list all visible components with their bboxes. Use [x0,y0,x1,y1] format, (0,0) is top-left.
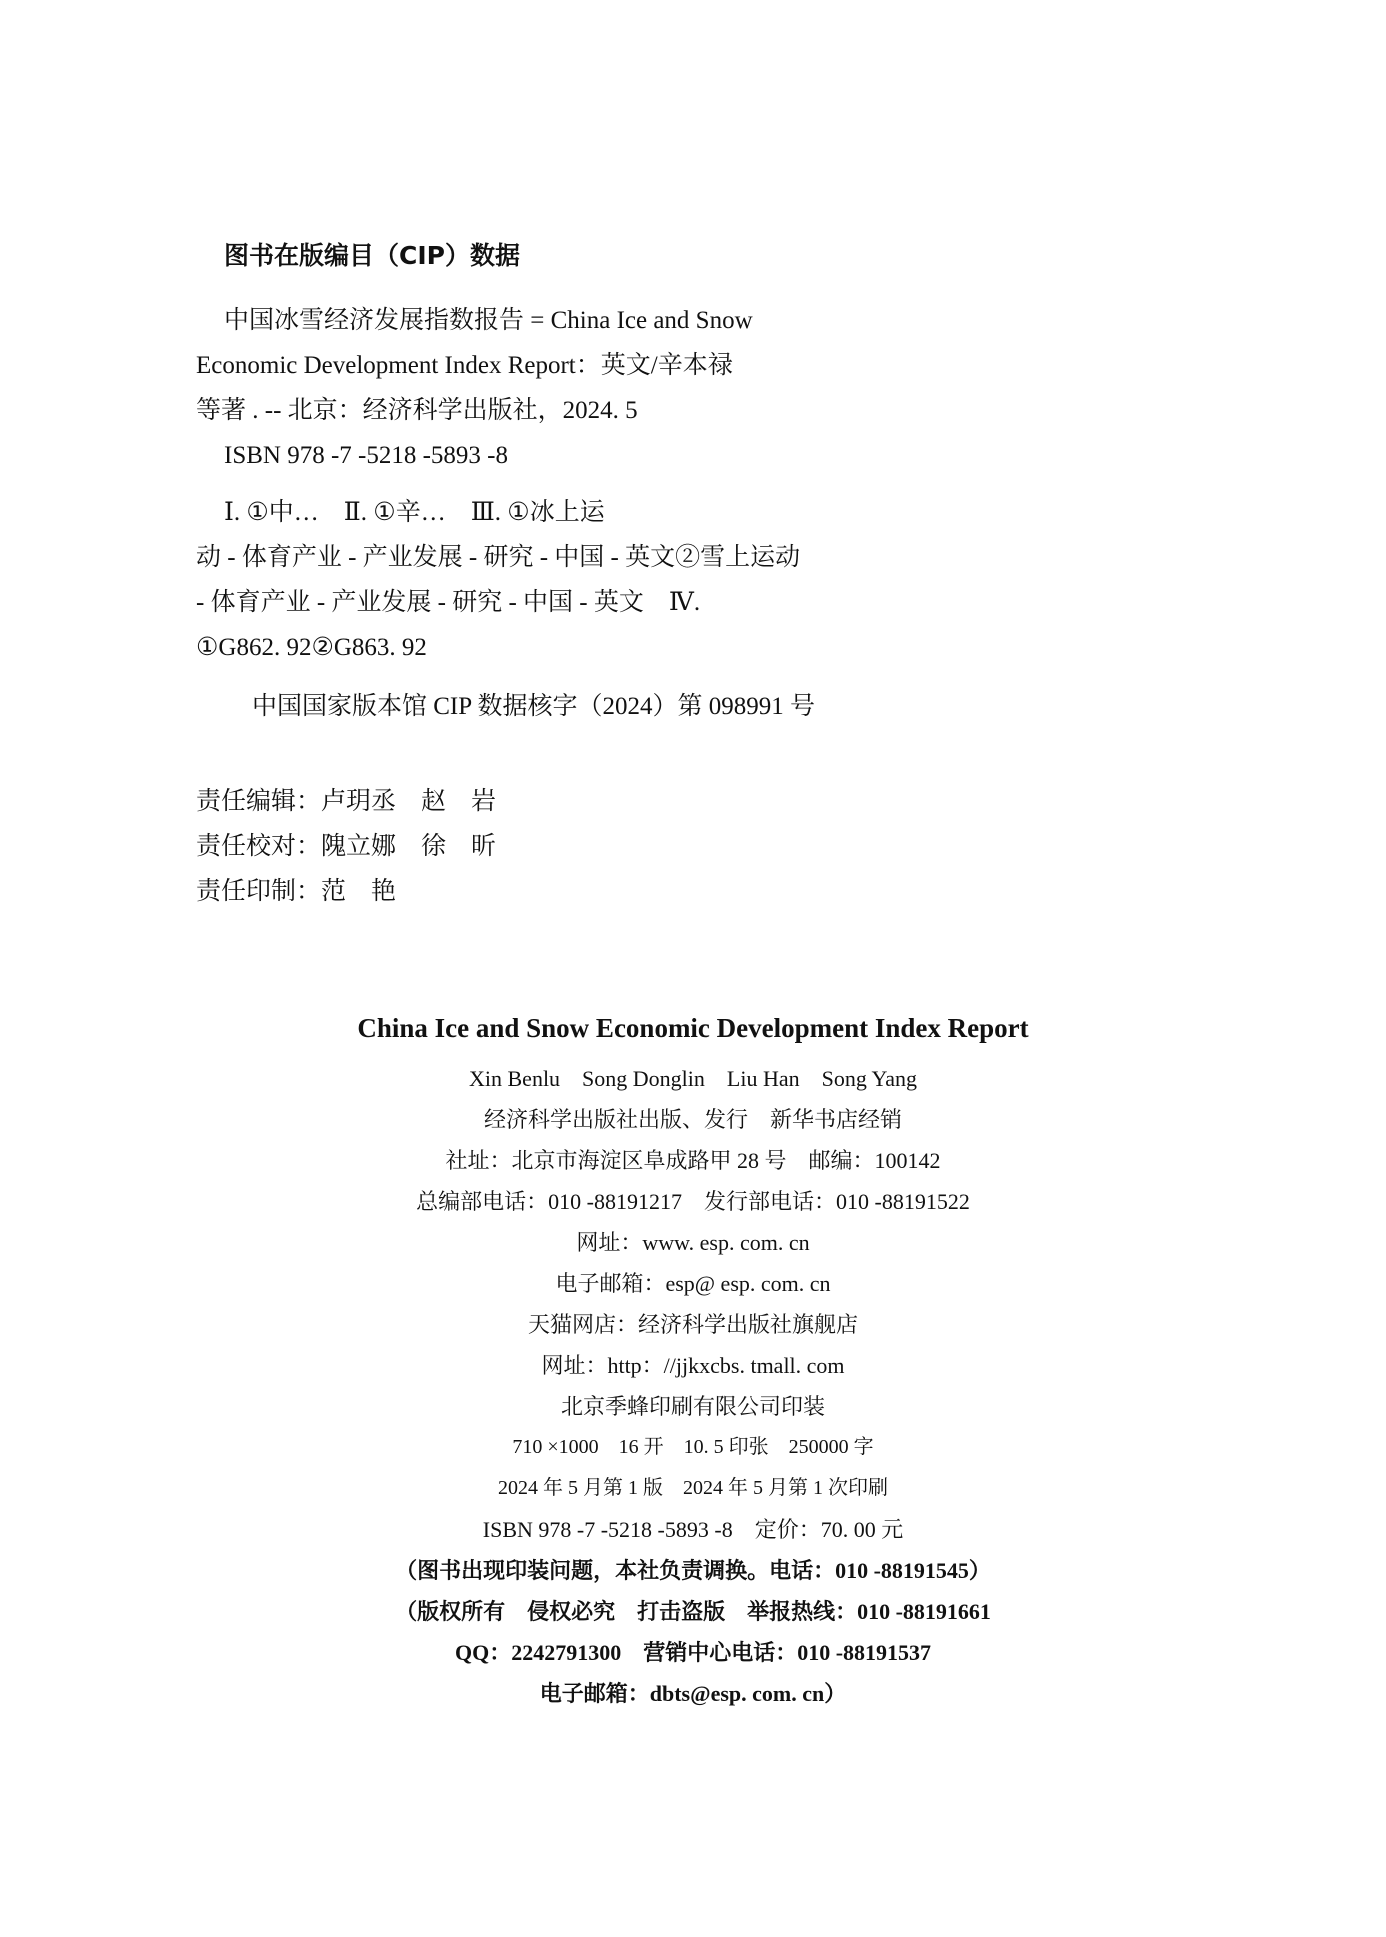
notice-line: QQ：2242791300 营销中心电话：010 -88191537 [454,1640,932,1665]
notice-line: （图书出现印装问题，本社负责调换。电话：010 -88191545） [395,1558,991,1583]
colophon [0,1008,1386,1714]
cip-entry-line: 等著 . -- 北京：经济科学出版社，2024. 5 [196,397,638,424]
cip-class-line: Ⅰ. ①中… Ⅱ. ①辛… Ⅲ. ①冰上运 [224,499,605,526]
cip-class-line: ①G862. 92②G863. 92 [196,634,427,661]
email-line: 电子邮箱：esp@ esp. com. cn [555,1271,831,1296]
notice-line: 电子邮箱：dbts@esp. com. cn） [539,1681,847,1706]
publisher-line: 经济科学出版社出版、发行 新华书店经销 [483,1107,902,1132]
staff-credits [196,779,956,914]
cip-entry-line: 中国冰雪经济发展指数报告 = China Ice and Snow [224,307,753,334]
address-line: 社址：北京市海淀区阜成路甲 28 号 邮编：100142 [445,1148,941,1173]
cip-check-number: 中国国家版本馆 CIP 数据核字（2024）第 098991 号 [252,693,815,720]
cip-entry-line: Economic Development Index Report：英文/辛本禄 [196,352,733,379]
printer-line: 北京季蜂印刷有限公司印装 [560,1394,825,1419]
cip-class-line: - 体育产业 - 产业发展 - 研究 - 中国 - 英文 Ⅳ. [196,589,701,616]
phones-line: 总编部电话：010 -88191217 发行部电话：010 -88191522 [416,1189,970,1214]
format-line: 710 ×1000 16 开 10. 5 印张 250000 字 [512,1436,874,1458]
cip-classification [196,490,956,670]
cip-isbn-line: ISBN 978 -7 -5218 -5893 -8 [224,442,509,469]
responsible-proofreaders: 责任校对：隗立娜 徐 昕 [196,833,497,860]
english-authors: Xin Benlu Song Donglin Liu Han Song Yang [469,1066,917,1091]
notice-line: （版权所有 侵权必究 打击盗版 举报热线：010 -88191661 [395,1599,991,1624]
tmall-url-line: 网址：http：//jjkxcbs. tmall. com [541,1353,845,1378]
cip-entry [196,298,956,478]
responsible-editors: 责任编辑：卢玥丞 赵 岩 [196,788,497,815]
cip-heading: 图书在版编目（CIP）数据 [224,241,520,270]
cip-class-line: 动 - 体育产业 - 产业发展 - 研究 - 中国 - 英文②雪上运动 [196,544,801,571]
isbn-price-line: ISBN 978 -7 -5218 -5893 -8 定价：70. 00 元 [482,1517,904,1542]
english-book-title: China Ice and Snow Economic Development Index Report [357,1013,1029,1043]
website-line: 网址：www. esp. com. cn [576,1230,810,1255]
edition-line: 2024 年 5 月第 1 版 2024 年 5 月第 1 次印刷 [498,1477,888,1499]
cip-block [196,238,956,914]
tmall-store-line: 天猫网店：经济科学出版社旗舰店 [527,1312,858,1337]
responsible-printing: 责任印制：范 艳 [196,878,397,905]
